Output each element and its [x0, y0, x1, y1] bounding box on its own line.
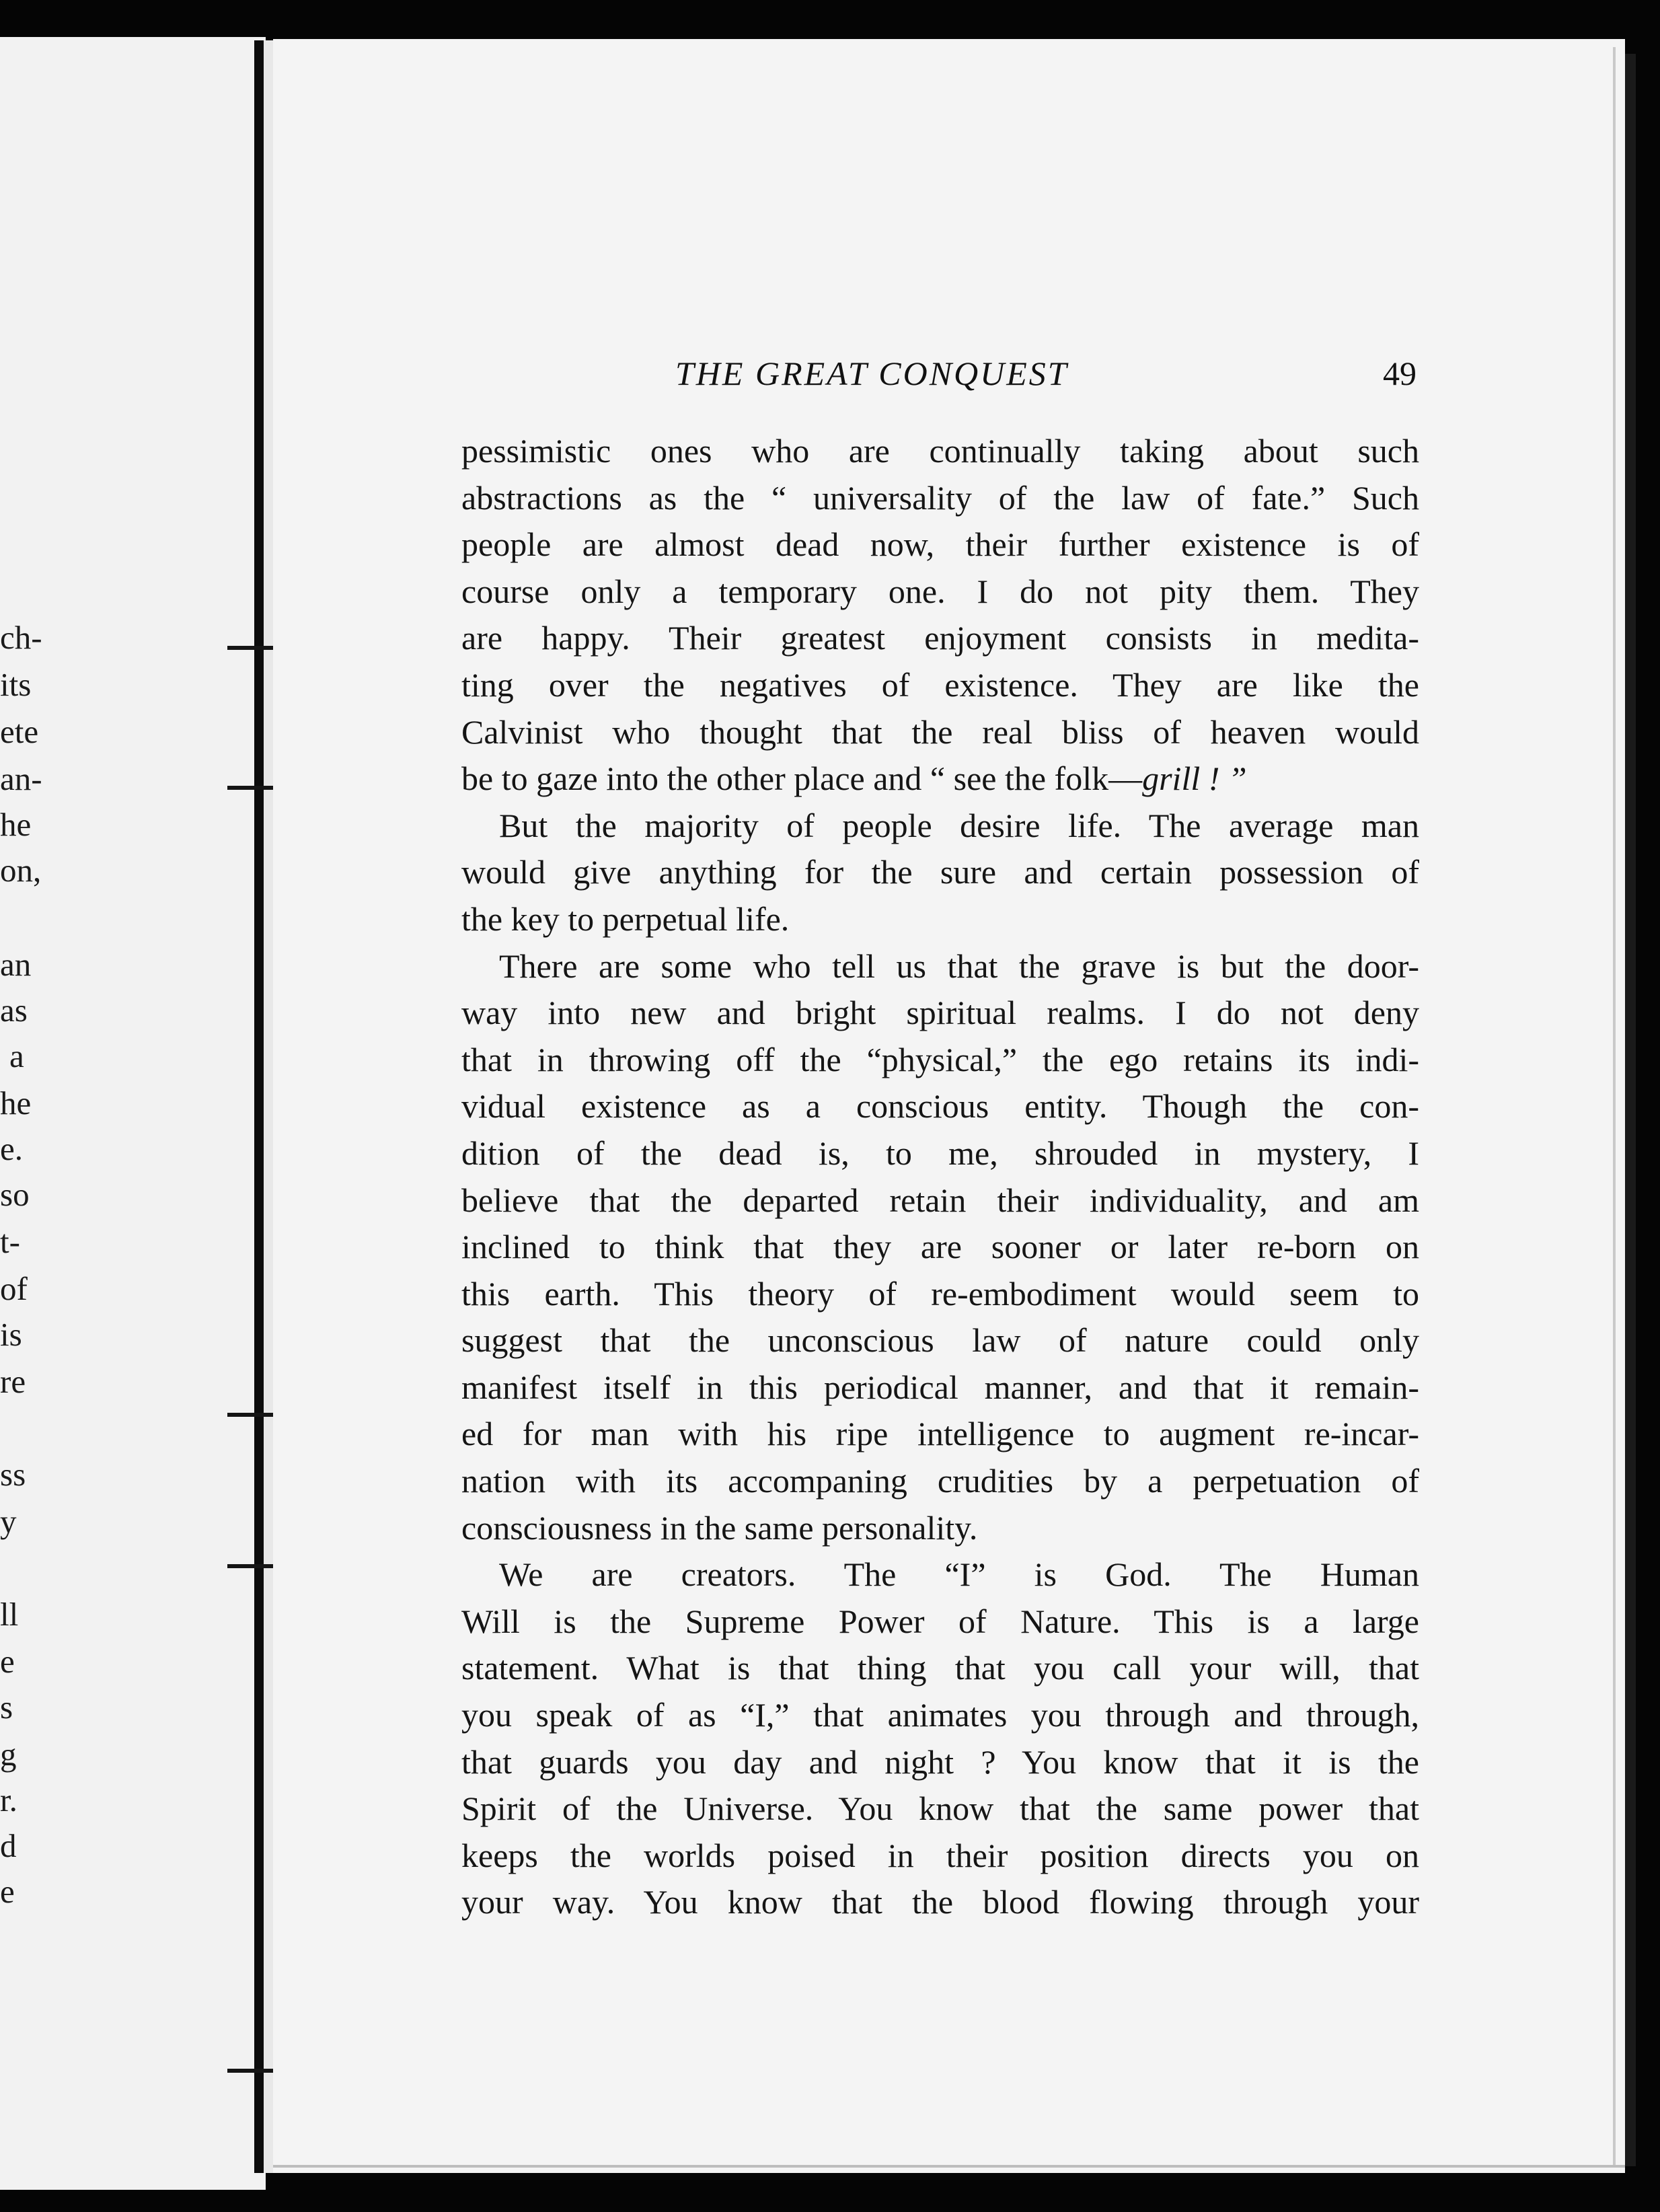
fragment: is [0, 1316, 22, 1353]
text-line: Will is the Supreme Power of Nature. This is a large [461, 1602, 1419, 1640]
fragment: so [0, 1176, 30, 1213]
fragment: y [0, 1503, 17, 1540]
text-line: manifest itself in this periodical manner, and that it remain- [461, 1368, 1419, 1406]
fragment: e [0, 1873, 15, 1910]
fragment: of [0, 1270, 28, 1307]
body-text [461, 428, 1419, 1926]
gutter [264, 40, 273, 2173]
text-line: way into new and bright spiritual realms. I do not deny [461, 994, 1419, 1032]
fragment: t- [0, 1223, 20, 1260]
binding-stitch [227, 786, 274, 790]
text-line: that in throwing off the “physical,” the ego retains its indi- [461, 1040, 1419, 1078]
book-page [273, 39, 1625, 2173]
text-line: inclined to think that they are sooner or later re-born on [461, 1228, 1419, 1266]
running-head [273, 354, 1625, 401]
fragment: ch- [0, 619, 42, 656]
text-line: that guards you day and night ? You know that it is the [461, 1742, 1419, 1781]
text-line-roman: be to gaze into the other place and “ see the folk— [461, 760, 1143, 798]
fragment: ll [0, 1596, 19, 1633]
text-line: ting over the negatives of existence. They are like the [461, 665, 1419, 704]
text-line: dition of the dead is, to me, shrouded in mystery, I [461, 1134, 1419, 1172]
book-spine [254, 40, 264, 2173]
fragment: ete [0, 713, 39, 750]
fragment: its [0, 666, 32, 703]
fragment: e [0, 1643, 15, 1680]
previous-page [0, 37, 266, 2190]
text-line: There are some who tell us that the grave is but the door- [499, 947, 1419, 985]
fragment: d [0, 1827, 17, 1864]
fragment: he [0, 806, 32, 843]
text-line: you speak of as “I,” that animates you through and through, [461, 1696, 1419, 1734]
page-edge-shadow [1625, 54, 1636, 2166]
page-number: 49 [1383, 355, 1417, 392]
binding-stitch [227, 1564, 274, 1568]
fragment: an [0, 946, 32, 983]
fragment: g [0, 1736, 17, 1773]
fragment: a [9, 1037, 24, 1074]
fragment: an- [0, 760, 42, 797]
text-line: consciousness in the same personality. [461, 1508, 978, 1547]
text-line: suggest that the unconscious law of nature could only [461, 1321, 1419, 1360]
binding-stitch [227, 646, 274, 650]
text-line: pessimistic ones who are continually taking about such [461, 432, 1419, 470]
text-line: But the majority of people desire life. The average man [499, 806, 1419, 844]
text-line: vidual existence as a conscious entity. Though the con- [461, 1087, 1419, 1126]
fragment: he [0, 1084, 32, 1121]
fragment: ss [0, 1456, 26, 1493]
text-line [461, 755, 1419, 803]
bottom-page-edge [273, 2165, 1625, 2168]
text-line: people are almost dead now, their further existence is of [461, 525, 1419, 564]
text-line: are happy. Their greatest enjoyment consists in medita- [461, 619, 1419, 657]
text-line: abstractions as the “ universality of the law of fate.” Such [461, 478, 1419, 517]
fragment: r. [0, 1781, 17, 1818]
text-line: Spirit of the Universe. You know that the same power that [461, 1790, 1419, 1828]
binding-stitch [227, 1413, 274, 1417]
text-line: the key to perpetual life. [461, 899, 790, 938]
fragment: re [0, 1363, 26, 1400]
running-title: THE GREAT CONQUEST [675, 355, 1069, 392]
text-line: statement. What is that thing that you call your will, that [461, 1649, 1419, 1687]
text-line: this earth. This theory of re-embodiment would seem to [461, 1274, 1419, 1313]
italic-word: grill ! ” [1142, 760, 1247, 798]
fragment: as [0, 992, 28, 1029]
fragment: on, [0, 852, 42, 889]
text-line: believe that the departed retain their individuality, and am [461, 1181, 1419, 1219]
text-line: nation with its accompaning crudities by a perpetuation of [461, 1462, 1419, 1500]
text-line: ed for man with his ripe intelligence to augment re-incar- [461, 1415, 1419, 1453]
fragment: e. [0, 1130, 23, 1167]
text-line: course only a temporary one. I do not pity them. They [461, 572, 1419, 610]
page-edge [1613, 47, 1616, 2166]
fragment: s [0, 1689, 13, 1726]
text-line: Calvinist who thought that the real bliss of heaven would [461, 712, 1419, 751]
text-line: keeps the worlds poised in their position directs you on [461, 1836, 1419, 1874]
binding-stitch [227, 2069, 274, 2073]
text-line: would give anything for the sure and certain possession of [461, 853, 1419, 891]
text-line: We are creators. The “I” is God. The Human [499, 1555, 1419, 1594]
text-line: your way. You know that the blood flowing through your [461, 1883, 1419, 1921]
